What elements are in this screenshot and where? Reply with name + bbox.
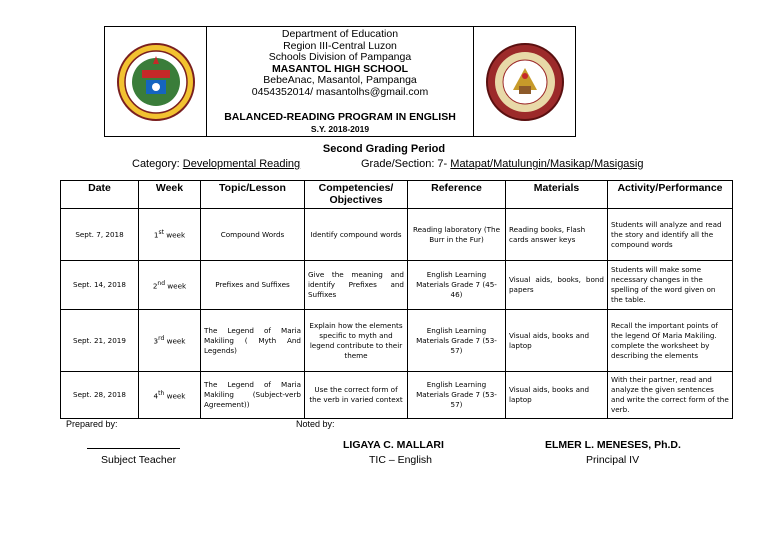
week-word: week [164, 391, 186, 401]
school-address: BebeAnac, Masantol, Pampanga [263, 74, 417, 86]
preparer-title: Subject Teacher [101, 454, 177, 466]
cell-activity: Recall the important points of the legend Of Maria Makiling. complete the worksheet by describing the elements [608, 310, 733, 372]
noter1-name: LIGAYA C. MALLARI [343, 439, 444, 451]
cell-reference: English Learning Materials Grade 7 (53-57) [408, 372, 506, 419]
week-word: week [164, 336, 186, 346]
cell-topic: The Legend of Maria Makiling (Subject-verb Agreement)) [201, 372, 305, 419]
cell-week [139, 209, 201, 261]
department-name: Department of Education [281, 28, 399, 40]
grade-section-line [361, 158, 644, 170]
cell-date: Sept. 28, 2018 [61, 372, 139, 419]
table-row [61, 310, 733, 372]
noted-by-label: Noted by: [296, 419, 335, 429]
cell-competency: Explain how the elements specific to myth and legend contribute to their theme [305, 310, 408, 372]
deped-seal-icon [116, 42, 196, 122]
cell-materials: Visual aids, books, bond papers [506, 261, 608, 310]
week-suffix: st [158, 229, 164, 237]
cell-topic: The Legend of Maria Makiling ( Myth And Legends) [201, 310, 305, 372]
header-week: Week [139, 181, 201, 209]
masantol-high-school-seal-icon [485, 42, 565, 122]
header-topic: Topic/Lesson [201, 181, 305, 209]
grade-label: Grade/Section: 7- [361, 158, 448, 170]
category-line [132, 158, 300, 170]
header-competencies: Competencies/ Objectives [305, 181, 408, 209]
cell-reference: English Learning Materials Grade 7 (53-57) [408, 310, 506, 372]
week-word: week [165, 281, 187, 291]
signature-line [87, 448, 180, 449]
category-value: Developmental Reading [182, 158, 301, 170]
cell-competency: Give the meaning and identify Prefixes and Suffixes [305, 261, 408, 310]
left-logo-cell [105, 27, 207, 136]
right-logo-cell [473, 27, 575, 136]
week-suffix: th [158, 389, 165, 397]
cell-week [139, 261, 201, 310]
category-label: Category: [132, 158, 180, 170]
table-row [61, 209, 733, 261]
table-row [61, 261, 733, 310]
prepared-by-label: Prepared by: [66, 419, 118, 429]
cell-competency: Use the correct form of the verb in varied context [305, 372, 408, 419]
cell-topic: Prefixes and Suffixes [201, 261, 305, 310]
school-year: S.Y. 2018-2019 [310, 123, 370, 134]
week-suffix: rd [158, 335, 165, 343]
document-header [104, 26, 576, 137]
week-suffix: nd [157, 279, 166, 287]
period-title: Second Grading Period [322, 143, 446, 155]
noter1-title: TIC – English [369, 454, 433, 466]
noter2-title: Principal IV [586, 454, 640, 466]
grade-value: Matapat/Matulungin/Masikap/Masigasig [450, 158, 644, 170]
region-name: Region III-Central Luzon [283, 39, 397, 52]
table-row [61, 372, 733, 419]
header-reference: Reference [408, 181, 506, 209]
cell-materials: Visual aids, books and laptop [506, 310, 608, 372]
week-number: 4 [153, 391, 159, 401]
table-header-row [61, 181, 733, 209]
week-number: 2 [152, 281, 158, 291]
cell-topic: Compound Words [201, 209, 305, 261]
header-materials: Materials [506, 181, 608, 209]
cell-materials: Visual aids, books and laptop [506, 372, 608, 419]
cell-date: Sept. 14, 2018 [61, 261, 139, 310]
cell-activity: Students will analyze and read the story and identify all the compound words [608, 209, 733, 261]
week-number: 1 [153, 230, 159, 240]
cell-date: Sept. 7, 2018 [61, 209, 139, 261]
school-info [207, 27, 473, 135]
cell-reference: English Learning Materials Grade 7 (45-46) [408, 261, 506, 310]
cell-activity: Students will make some necessary changes in the spelling of the word given on the table. [608, 261, 733, 310]
week-number: 3 [153, 336, 159, 346]
week-word: week [163, 230, 186, 240]
cell-week [139, 310, 201, 372]
cell-date: Sept. 21, 2019 [61, 310, 139, 372]
school-contact: 0454352014/ masantolhs@gmail.com [251, 85, 429, 98]
noter2-name: ELMER L. MENESES, Ph.D. [545, 439, 681, 451]
program-title: BALANCED-READING PROGRAM IN ENGLISH [224, 111, 456, 123]
cell-activity: With their partner, read and analyze the given sentences and write the correct form of the verb. [608, 372, 733, 419]
cell-week [139, 372, 201, 419]
cell-materials: Reading books, Flash cards answer keys [506, 209, 608, 261]
division-name: Schools Division of Pampanga [268, 51, 412, 63]
school-name: MASANTOL HIGH SCHOOL [271, 62, 409, 75]
header-activity: Activity/Performance [608, 181, 733, 209]
lesson-plan-table [60, 180, 733, 419]
cell-competency: Identify compound words [305, 209, 408, 261]
cell-reference: Reading laboratory (The Burr in the Fur) [408, 209, 506, 261]
header-date: Date [61, 181, 139, 209]
